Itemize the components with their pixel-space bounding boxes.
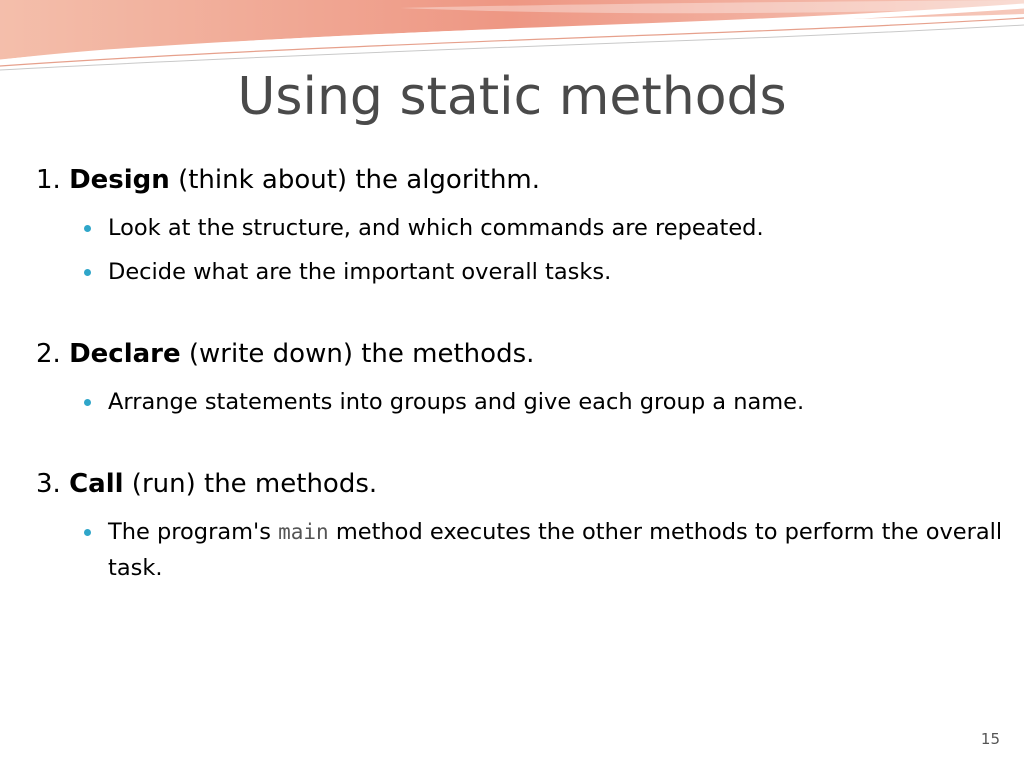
step-declare (36, 332, 1006, 420)
bullet-dot-icon (84, 399, 91, 406)
step-keyword: Declare (69, 339, 181, 369)
step-keyword: Call (69, 469, 124, 499)
bullet-item (36, 514, 1006, 586)
bullet-text-after-code: method executes the other methods to perform the overall task. (108, 519, 1003, 581)
bullet-list (36, 384, 1006, 420)
bullet-dot-icon (84, 225, 91, 232)
bullet-item (36, 254, 1006, 290)
step-description: (think about) the algorithm. (169, 165, 541, 195)
step-call (36, 462, 1006, 586)
code-snippet: main (278, 520, 329, 544)
step-design (36, 158, 1006, 290)
bullet-list (36, 514, 1006, 586)
step-description: (run) the methods. (123, 469, 378, 499)
bullet-dot-icon (84, 529, 91, 536)
slide-number: 15 (980, 730, 1000, 748)
bullet-list (36, 210, 1006, 290)
step-heading (36, 462, 1006, 506)
step-keyword: Design (69, 165, 170, 195)
step-heading (36, 158, 1006, 202)
bullet-dot-icon (84, 269, 91, 276)
bullet-text: Arrange statements into groups and give each group a name. (108, 389, 805, 415)
bullet-item (36, 384, 1006, 420)
slide-title: Using static methods (237, 67, 787, 127)
step-heading (36, 332, 1006, 376)
step-number: 1. (36, 165, 61, 195)
bullet-item (36, 210, 1006, 246)
step-number: 3. (36, 469, 61, 499)
step-description: (write down) the methods. (180, 339, 535, 369)
step-number: 2. (36, 339, 61, 369)
bullet-text: Look at the structure, and which commands are repeated. (108, 215, 764, 241)
slide-content (36, 158, 1006, 586)
bullet-text-before-code: The program's (108, 519, 279, 545)
bullet-text: Decide what are the important overall tasks. (108, 259, 612, 285)
